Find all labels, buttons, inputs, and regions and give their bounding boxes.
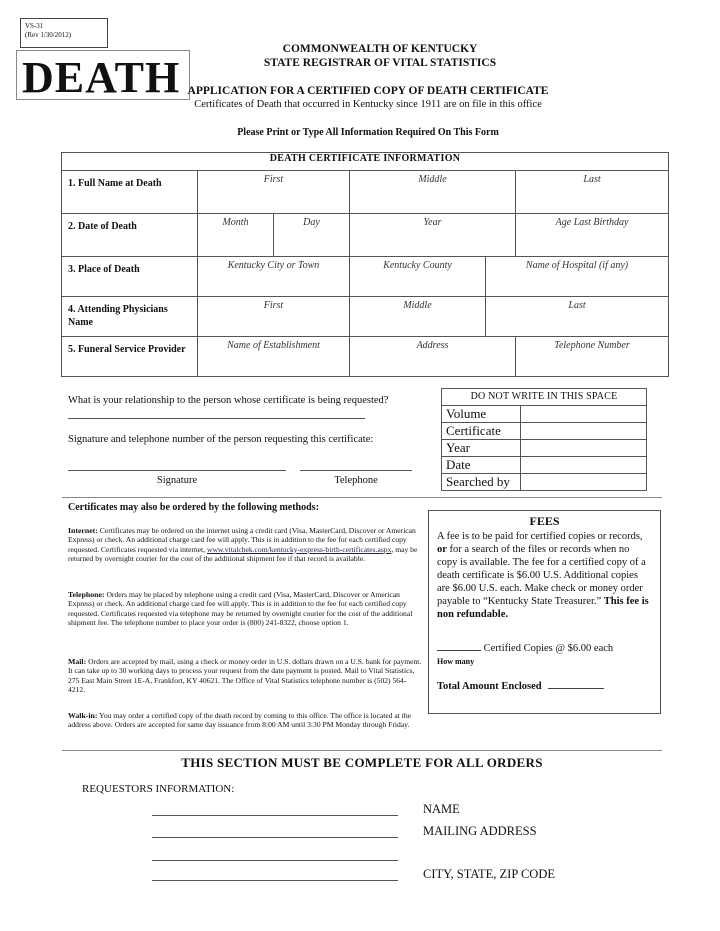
fees-title: FEES (529, 514, 560, 528)
mailing-address-input-line[interactable] (152, 837, 398, 838)
total-label: Total Amount Enclosed (437, 681, 542, 692)
office-certificate-cell (521, 423, 647, 440)
relationship-input-line[interactable] (68, 418, 365, 419)
field-death-year[interactable]: Year (350, 214, 516, 257)
office-date-cell (521, 457, 647, 474)
death-title-word: DEATH (22, 53, 181, 102)
requestor-section-title: THIS SECTION MUST BE COMPLETE FOR ALL ORDERS (181, 755, 543, 770)
agency-line-2: STATE REGISTRAR OF VITAL STATISTICS (263, 57, 497, 69)
telephone-input-line[interactable] (300, 470, 412, 471)
copies-row (437, 640, 652, 655)
field-establishment-telephone[interactable]: Telephone Number (516, 337, 669, 377)
form-number: VS-31 (25, 22, 44, 30)
field-kentucky-county[interactable]: Kentucky County (350, 257, 486, 297)
method-mail (68, 657, 423, 694)
agency-line-1: COMMONWEALTH OF KENTUCKY (282, 43, 478, 55)
copies-count-input[interactable] (437, 640, 481, 651)
office-volume-label: Volume (442, 406, 521, 423)
office-date-label: Date (442, 457, 521, 474)
signature-label: Signature (156, 475, 198, 486)
field-age-last-birthday[interactable]: Age Last Birthday (516, 214, 669, 257)
total-row (437, 678, 652, 693)
fees-text (437, 530, 652, 621)
method-internet (68, 526, 423, 563)
signature-prompt: Signature and telephone number of the person requesting this certificate: (68, 434, 374, 445)
telephone-method-label: Telephone: (68, 590, 105, 599)
field-death-day[interactable]: Day (274, 214, 350, 257)
office-year-label: Year (442, 440, 521, 457)
form-instruction: Please Print or Type All Information Required On This Form (237, 127, 499, 138)
field-kentucky-city[interactable]: Kentucky City or Town (198, 257, 350, 297)
methods-heading: Certificates may also be ordered by the following methods: (68, 502, 319, 513)
label-attending-physician: 4. Attending Physicians Name (62, 297, 198, 337)
requestors-information-label: REQUESTORS INFORMATION: (82, 783, 235, 795)
field-hospital-name[interactable]: Name of Hospital (if any) (486, 257, 669, 297)
field-middle-name[interactable]: Middle (350, 171, 516, 214)
row-funeral-provider (62, 337, 669, 377)
city-state-zip-input-line[interactable] (152, 880, 398, 881)
office-use-table (441, 388, 647, 491)
form-subtitle: Certificates of Death that occurred in Kentucky since 1911 are on file in this office (194, 99, 542, 110)
label-full-name: 1. Full Name at Death (62, 171, 198, 214)
row-attending-physician (62, 297, 669, 337)
fees-text-b: for a search of the files or records when no copy is available. The fee for a certified copy of a death certificate is $6.00 U.S. Additional copies are $6.00 U.S. each. Make check or money order payable to “Kentucky State Treasurer.” (437, 544, 646, 607)
telephone-label: Telephone (334, 475, 378, 486)
mailing-address-input-line-2[interactable] (152, 860, 398, 861)
form-revision: (Rev 1/30/2012) (25, 31, 72, 39)
field-establishment-name[interactable]: Name of Establishment (198, 337, 350, 377)
office-searched-by-label: Searched by (442, 474, 521, 491)
how-many-label: How many (437, 657, 475, 666)
method-walkin (68, 711, 423, 730)
info-table-title: DEATH CERTIFICATE INFORMATION (62, 153, 669, 171)
fees-box (428, 510, 661, 714)
field-physician-middle[interactable]: Middle (350, 297, 486, 337)
office-certificate-label: Certificate (442, 423, 521, 440)
mail-method-label: Mail: (68, 657, 87, 666)
fees-text-or: or (437, 544, 447, 555)
mailing-address-label: MAILING ADDRESS (423, 824, 537, 838)
field-last-name[interactable]: Last (516, 171, 669, 214)
mail-method-text: Orders are accepted by mail, using a check or money order in U.S. dollars drawn on a U.S. bank for payment. It can take up to 30 working days to process your request from the date payment is posted. Mail to Vital Statistics, 275 East Main Street 1E-A, Frankfort, KY 40621. The Office of Vital Statistics telephone number is (502) 564-4212. (68, 657, 422, 694)
method-telephone (68, 590, 423, 627)
office-volume-cell (521, 406, 647, 423)
internet-label: Internet: (68, 526, 98, 535)
label-place-of-death: 3. Place of Death (62, 257, 198, 297)
divider-2 (62, 750, 662, 751)
walkin-method-text: You may order a certified copy of the death record by coming to this office. The office is located at the address above. Orders are accepted for same day issuance from 8:00 AM until 3:30 PM Monday through Friday. (68, 711, 412, 730)
form-number-box (20, 18, 108, 48)
label-date-of-death: 2. Date of Death (62, 214, 198, 257)
field-physician-last[interactable]: Last (486, 297, 669, 337)
row-date-of-death (62, 214, 669, 257)
vitalchek-link[interactable]: www.vitalchek.com/kentucky-express-birth-certificates.aspx (206, 544, 392, 554)
internet-text-2: , may be returned by overnight courier for the cost of the additional shipment fee if that record is available. (68, 544, 418, 563)
total-amount-input[interactable] (548, 678, 604, 689)
field-establishment-address[interactable]: Address (350, 337, 516, 377)
name-input-line[interactable] (152, 815, 398, 816)
field-physician-first[interactable]: First (198, 297, 350, 337)
divider-1 (62, 497, 662, 498)
label-funeral-provider: 5. Funeral Service Provider (62, 337, 198, 377)
telephone-method-text: Orders may be placed by telephone using a credit card (Visa, MasterCard, Discover or American Express) or check. An additional charge card fee will apply. This is in addition to the fee for each certified copy requested. Certificates requested via telephone may be returned by overnight courier for the cost of the additional shipment fee. The telephone number to place your order is (800) 241-8322, choose option 1. (68, 590, 413, 627)
copies-line: Certified Copies @ $6.00 each (483, 643, 614, 654)
field-first-name[interactable]: First (198, 171, 350, 214)
office-use-title: DO NOT WRITE IN THIS SPACE (442, 389, 647, 406)
city-state-zip-label: CITY, STATE, ZIP CODE (423, 867, 555, 881)
internet-text-1: Certificates may be ordered on the internet using a credit card (Visa, MasterCard, Discover or American Express) or check. An additional charge card fee will apply. This is in addition to the fee for each certified copy requested. Certificates requested via internet, (68, 526, 416, 554)
row-full-name (62, 171, 669, 214)
fees-text-a: A fee is to be paid for certified copies or records, (437, 531, 643, 542)
death-certificate-info-table (61, 152, 669, 377)
fees-non-refundable: This fee is non refundable. (437, 596, 649, 620)
relationship-question: What is your relationship to the person whose certificate is being requested? (68, 395, 389, 406)
walkin-method-label: Walk-in: (68, 711, 98, 720)
name-label: NAME (423, 802, 460, 816)
office-year-cell (521, 440, 647, 457)
field-death-month[interactable]: Month (198, 214, 274, 257)
row-place-of-death (62, 257, 669, 297)
signature-input-line[interactable] (68, 470, 286, 471)
form-title: APPLICATION FOR A CERTIFIED COPY OF DEATH CERTIFICATE (187, 85, 549, 97)
office-searched-by-cell (521, 474, 647, 491)
